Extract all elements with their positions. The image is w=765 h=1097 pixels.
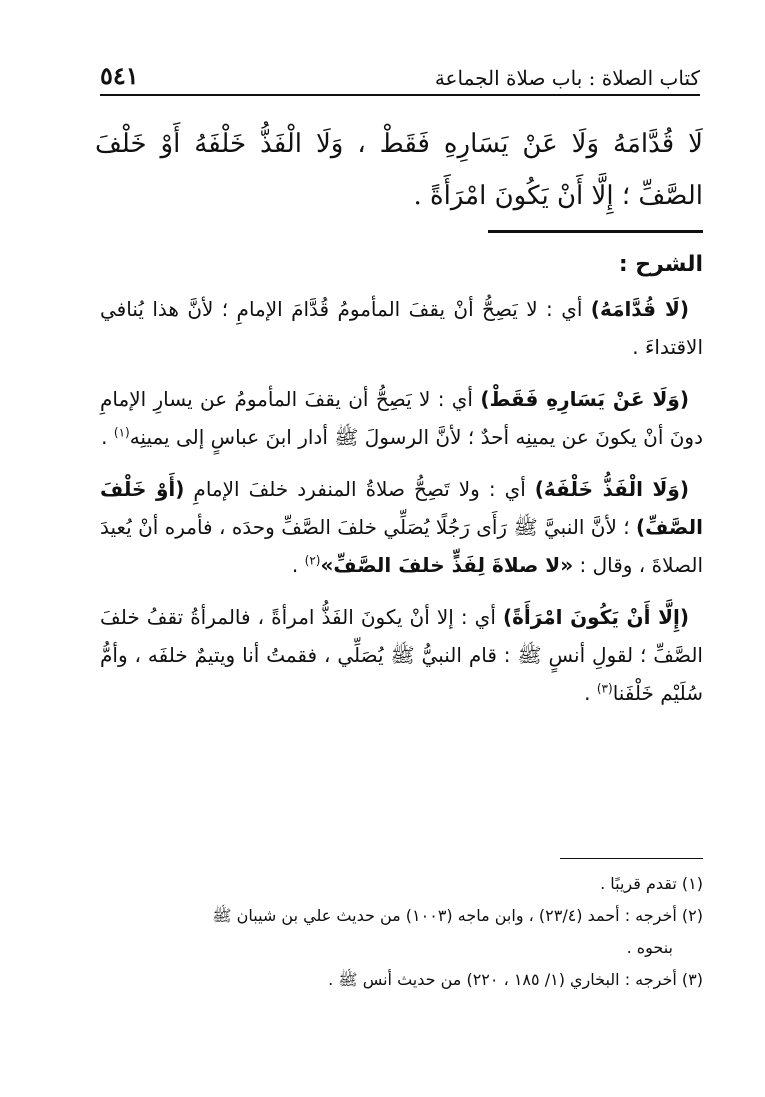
quoted-phrase: (أَوْ خَلْفَ الصَّفِّ) [100, 477, 703, 539]
commentary-paragraph [100, 380, 703, 456]
commentary-text: أي : لا يَصِحُّ أنْ يقفَ المأمومُ قُدَّامَ الإمامِ ؛ لأنَّ هذا يُنافي الاقتداءَ . [100, 297, 703, 359]
footnote-number: (٣) [681, 970, 703, 989]
main-text-rule [488, 230, 703, 233]
footnote-1 [100, 868, 703, 900]
commentary-text-end: . [291, 553, 305, 577]
quoted-phrase: (لَا قُدَّامَهُ) [590, 297, 689, 321]
footnote-number: (١) [681, 874, 703, 893]
commentary-text-end: . [101, 425, 114, 449]
commentary-paragraph [100, 470, 703, 584]
chapter-title: كتاب الصلاة : باب صلاة الجماعة [434, 66, 700, 90]
commentary-text: ؛ لأنَّ النبيَّ ﷺ رَأَى رَجُلًا يُصَلِّي خلفَ الصَّفِّ وحدَه ، فأمره أنْ يُعيدَ الصلاةَ ، وقال : [100, 515, 703, 577]
footnote-separator [560, 858, 703, 859]
page-header [100, 62, 700, 96]
commentary-text-end: . [584, 681, 597, 705]
main-text: لَا قُدَّامَهُ وَلَا عَنْ يَسَارِهِ فَقَطْ ، وَلَا الْفَذُّ خَلْفَهُ أَوْ خَلْفَ الصَّفِّ ؛ إِلَّا أَنْ يَكُونَ امْرَأَةً . [95, 129, 703, 211]
quoted-phrase: (إِلَّا أَنْ يَكُونَ امْرَأَةً) [502, 605, 690, 629]
footnote-ref[interactable]: (١) [113, 425, 130, 440]
footnote-continuation: بنحوه . [626, 938, 673, 957]
footnote-number: (٢) [681, 906, 703, 925]
footnotes [100, 868, 703, 996]
quoted-phrase: (وَلَا عَنْ يَسَارِهِ فَقَطْ) [480, 387, 689, 411]
page-number: ٥٤١ [100, 61, 139, 90]
footnote-3 [100, 964, 703, 996]
commentary-heading: الشرح : [618, 252, 703, 277]
commentary-text: أي : لا يَصِحُّ أن يقفَ المأمومُ عن يسارِ الإمامِ دونَ أنْ يكونَ عن يمينِه أحدٌ ؛ لأنَّ الرسولَ ﷺ أدار ابنَ عباسٍ إلى يمينِه [100, 387, 703, 449]
footnote-text: أخرجه : أحمد (٢٣/٤) ، وابن ماجه (١٠٠٣) من حديث علي بن شيبان ﷺ [212, 906, 677, 925]
footnote-2 [100, 900, 703, 964]
footnote-ref[interactable]: (٢) [304, 553, 321, 568]
hadith-quote: «لا صلاةَ لِفَذٍّ خلفَ الصَّفِّ» [320, 553, 574, 577]
quoted-phrase: (وَلَا الْفَذُّ خَلْفَهُ) [534, 477, 690, 501]
footnote-text: تقدم قريبًا . [600, 874, 677, 893]
commentary [100, 290, 703, 726]
commentary-text: أي : إلا أنْ يكونَ الفَذُّ امرأةً ، فالمرأةُ تقفُ خلفَ الصَّفِّ ؛ لقولِ أنسٍ ﷺ : قام النبيُّ ﷺ يُصَلِّي ، فقمتُ أنا ويتيمٌ خلفَه ، وأمُّ سُلَيْم خَلْفَنا [100, 605, 703, 705]
footnote-ref[interactable]: (٣) [596, 681, 613, 696]
footnote-text: أخرجه : البخاري (١/ ١٨٥ ، ٢٢٠) من حديث أنس ﷺ . [328, 970, 677, 989]
commentary-text: أي : ولا تَصِحُّ صلاةُ المنفرد خلفَ الإمامِ [184, 477, 535, 501]
commentary-paragraph [100, 598, 703, 712]
commentary-paragraph [100, 290, 703, 366]
